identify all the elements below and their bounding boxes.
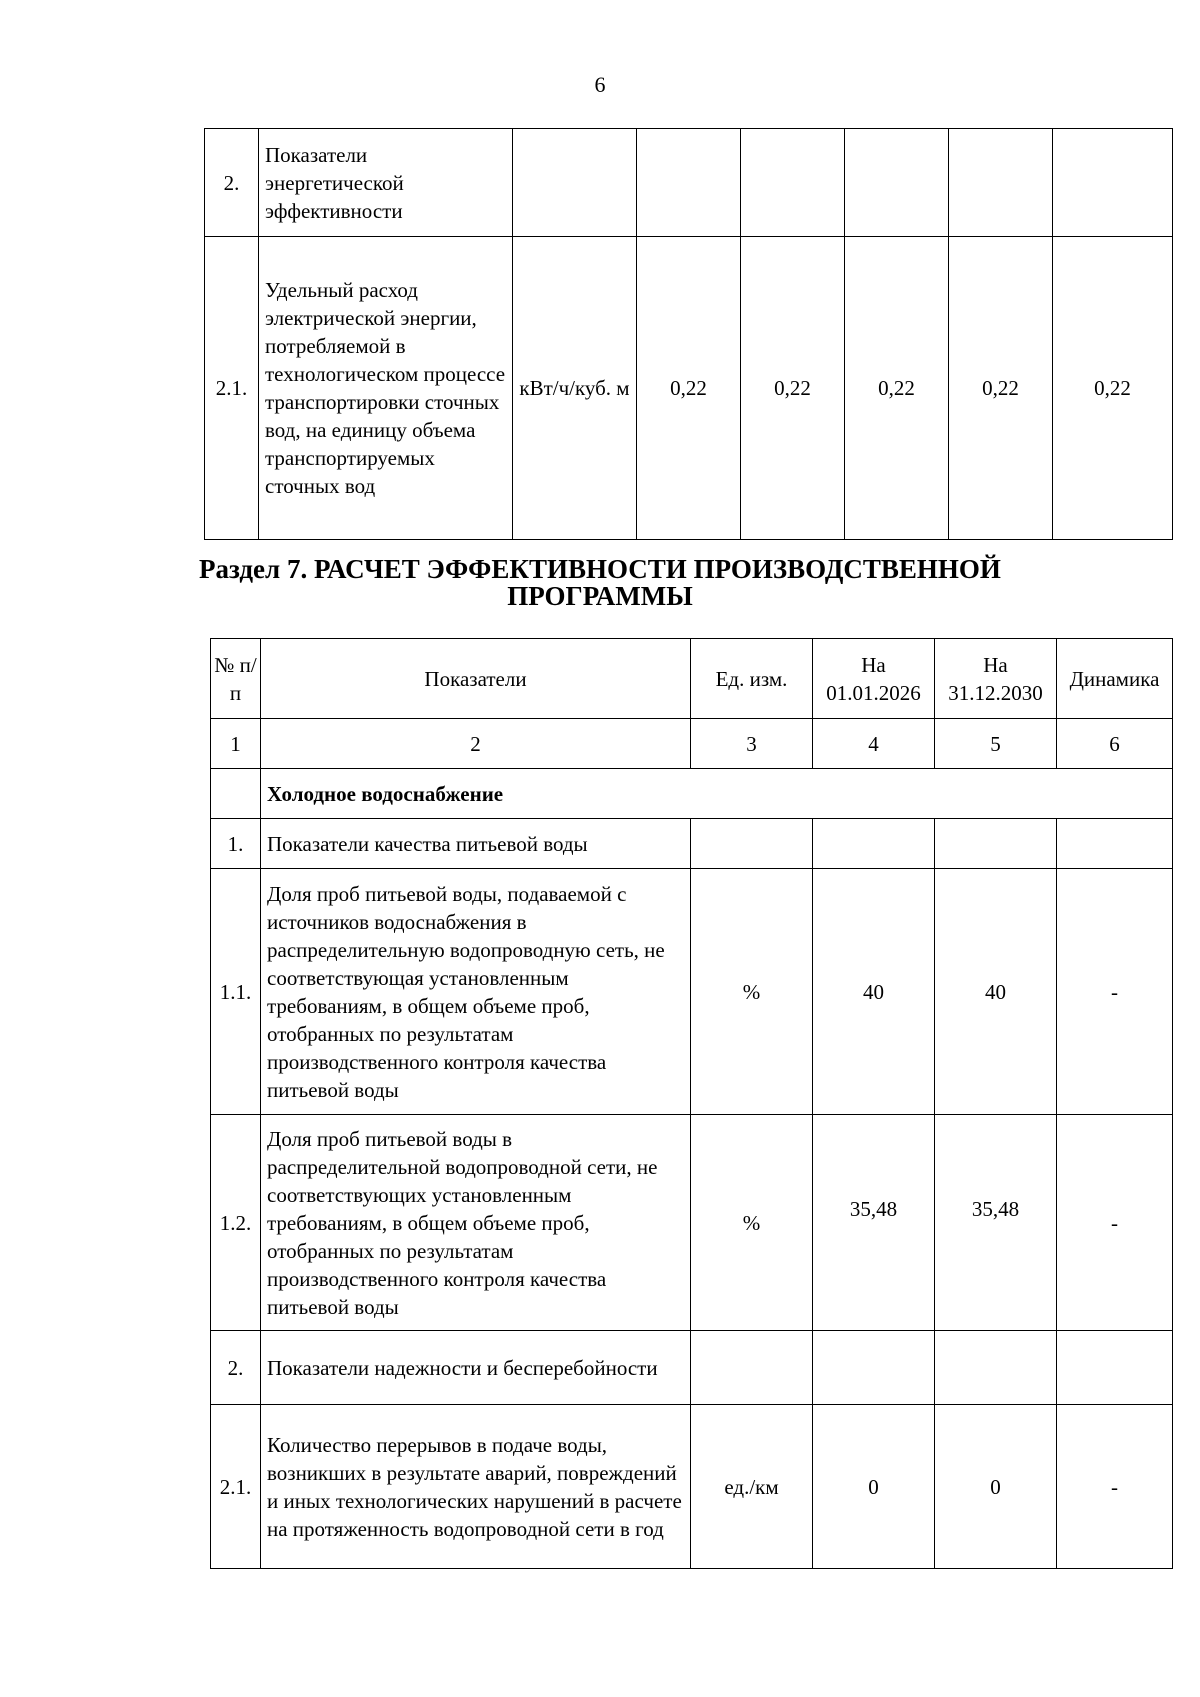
indicator-name: Доля проб питьевой воды, подаваемой с источников водоснабжения в распределительную водопроводную сеть, не соответствующая установленным требованиям, в общем объеме проб, отобранных по результатам производственного контроля качества питьевой воды <box>261 869 691 1115</box>
dynamics-value: - <box>1057 869 1173 1115</box>
row-number: 2.1. <box>205 237 259 540</box>
value-cell: 0,22 <box>1053 237 1173 540</box>
header-end-date: На 31.12.2030 <box>935 639 1057 719</box>
row-number: 1.1. <box>211 869 261 1115</box>
end-value <box>935 819 1057 869</box>
value-cell <box>1053 129 1173 237</box>
column-number: 1 <box>211 719 261 769</box>
end-value: 35,48 <box>935 1115 1057 1331</box>
table-row <box>211 819 1173 869</box>
start-value <box>813 819 935 869</box>
dynamics-value <box>1057 819 1173 869</box>
table-row <box>211 1331 1173 1405</box>
indicator-name: Количество перерывов в подаче воды, возникших в результате аварий, повреждений и иных технологических нарушений в расчете на протяженность водопроводной сети в год <box>261 1405 691 1569</box>
value-cell: 0,22 <box>741 237 845 540</box>
group-row <box>211 769 1173 819</box>
group-title: Холодное водоснабжение <box>261 769 1173 819</box>
row-number: 2. <box>205 129 259 237</box>
production-program-efficiency-table <box>210 638 1173 1569</box>
indicator-name: Доля проб питьевой воды в распределительной водопроводной сети, не соответствующих установленным требованиям, в общем объеме проб, отобранных по результатам производственного контроля качества питьевой воды <box>261 1115 691 1331</box>
dynamics-value: - <box>1057 1115 1173 1331</box>
end-value: 0 <box>935 1405 1057 1569</box>
column-number: 4 <box>813 719 935 769</box>
indicator-name: Удельный расход электрической энергии, потребляемой в технологическом процессе транспортировки сточных вод, на единицу объема транспортируемых сточных вод <box>259 237 513 540</box>
column-number: 3 <box>691 719 813 769</box>
header-indicators: Показатели <box>261 639 691 719</box>
indicator-name: Показатели энергетической эффективности <box>259 129 513 237</box>
indicator-name: Показатели качества питьевой воды <box>261 819 691 869</box>
value-cell <box>741 129 845 237</box>
start-value: 0 <box>813 1405 935 1569</box>
table-row <box>211 1115 1173 1331</box>
start-value: 35,48 <box>813 1115 935 1331</box>
energy-efficiency-table <box>204 128 1173 540</box>
table-row <box>211 869 1173 1115</box>
value-cell <box>949 129 1053 237</box>
empty-cell <box>211 769 261 819</box>
unit-cell: % <box>691 1115 813 1331</box>
section-title-line-2: ПРОГРАММЫ <box>507 581 693 611</box>
column-number: 2 <box>261 719 691 769</box>
column-number: 6 <box>1057 719 1173 769</box>
row-number: 2. <box>211 1331 261 1405</box>
table-row <box>205 129 1173 237</box>
row-number: 1.2. <box>211 1115 261 1331</box>
column-number: 5 <box>935 719 1057 769</box>
section-title <box>0 556 1200 610</box>
unit-cell <box>691 1331 813 1405</box>
value-cell: 0,22 <box>637 237 741 540</box>
unit-cell: % <box>691 869 813 1115</box>
dynamics-value: - <box>1057 1405 1173 1569</box>
header-unit: Ед. изм. <box>691 639 813 719</box>
header-dynamics: Динамика <box>1057 639 1173 719</box>
value-cell: 0,22 <box>949 237 1053 540</box>
indicator-name: Показатели надежности и бесперебойности <box>261 1331 691 1405</box>
header-start-date: На 01.01.2026 <box>813 639 935 719</box>
row-number: 1. <box>211 819 261 869</box>
table-row <box>205 237 1173 540</box>
unit-cell <box>691 819 813 869</box>
table-row <box>211 1405 1173 1569</box>
header-row <box>211 639 1173 719</box>
unit-cell: ед./км <box>691 1405 813 1569</box>
unit-cell: кВт/ч/куб. м <box>513 237 637 540</box>
value-cell <box>845 129 949 237</box>
end-value <box>935 1331 1057 1405</box>
unit-cell <box>513 129 637 237</box>
start-value <box>813 1331 935 1405</box>
header-num: № п/п <box>211 639 261 719</box>
column-number-row <box>211 719 1173 769</box>
value-cell: 0,22 <box>845 237 949 540</box>
end-value: 40 <box>935 869 1057 1115</box>
start-value: 40 <box>813 869 935 1115</box>
section-title-line-1: Раздел 7. РАСЧЕТ ЭФФЕКТИВНОСТИ ПРОИЗВОДСТВЕННОЙ <box>199 554 1001 584</box>
page-number: 6 <box>594 72 606 97</box>
row-number: 2.1. <box>211 1405 261 1569</box>
value-cell <box>637 129 741 237</box>
dynamics-value <box>1057 1331 1173 1405</box>
